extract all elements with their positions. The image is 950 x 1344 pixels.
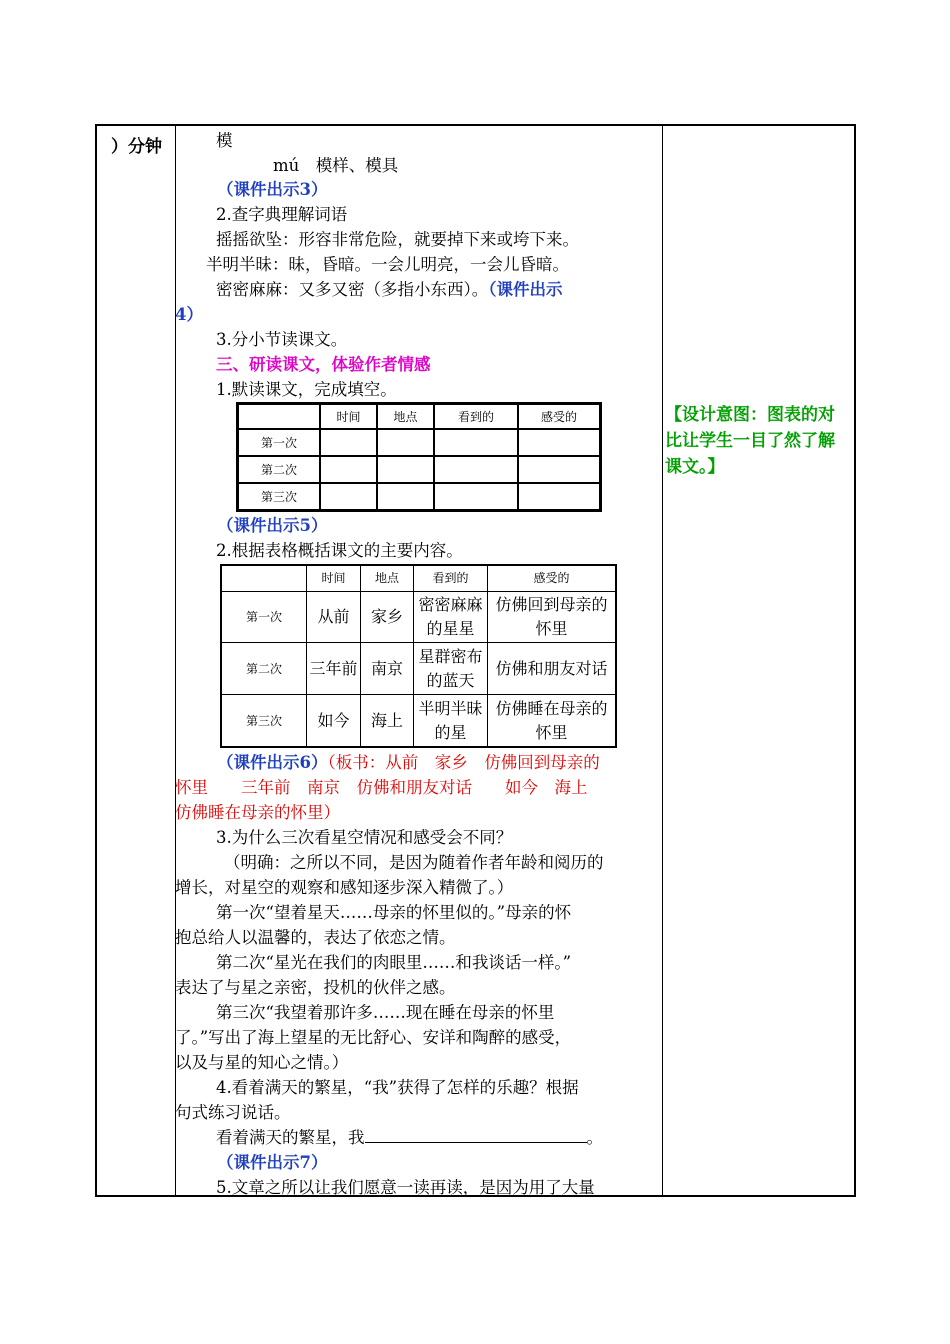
courseware-note: （课件出示3） xyxy=(217,180,328,199)
text-line: 句式练习说话。 xyxy=(175,1103,291,1122)
table-header: 感受的 xyxy=(518,404,600,429)
text-line: 3.为什么三次看星空情况和感受会不同？ xyxy=(216,828,513,847)
row-label: 第二次 xyxy=(221,643,307,695)
lesson-table xyxy=(95,124,856,1197)
place-value: 南京 xyxy=(361,643,414,695)
courseware-note: （课件出示 xyxy=(488,280,563,299)
table-header xyxy=(221,565,307,591)
felt-value: 仿佛睡在母亲的怀里 xyxy=(488,695,617,747)
text-line: 1.默读课文，完成填空。 xyxy=(216,380,397,399)
seen-value: 星群密布的蓝天 xyxy=(414,643,488,695)
blank-cell[interactable] xyxy=(434,429,518,456)
blank-cell[interactable] xyxy=(518,483,600,510)
text-segment: 。 xyxy=(586,1128,603,1147)
blackboard-note: （板书：从前 家乡 仿佛回到母亲的 xyxy=(327,753,600,772)
table-header: 地点 xyxy=(377,404,434,429)
blank-cell[interactable] xyxy=(377,483,434,510)
row-label: 第一次 xyxy=(221,591,307,643)
felt-value: 仿佛和朋友对话 xyxy=(488,643,617,695)
place-value: 家乡 xyxy=(361,591,414,643)
text-line: 第三次“我望着那许多……现在睡在母亲的怀里 xyxy=(216,1003,555,1022)
blank-cell[interactable] xyxy=(518,429,600,456)
text-line: 2.查字典理解词语 xyxy=(216,205,348,224)
blank-cell[interactable] xyxy=(377,429,434,456)
text-line: 增长，对星空的观察和感知逐步深入精微了。） xyxy=(175,878,514,897)
table-header: 时间 xyxy=(320,404,377,429)
blank-cell[interactable] xyxy=(377,456,434,483)
lesson-content xyxy=(175,126,661,1195)
summary-table xyxy=(220,564,617,748)
text-line: 2.根据表格概括课文的主要内容。 xyxy=(216,541,463,560)
time-value: 从前 xyxy=(307,591,361,643)
table-header: 时间 xyxy=(307,565,361,591)
courseware-note: （课件出示7） xyxy=(217,1153,328,1172)
time-cell: ）分钟 xyxy=(111,137,162,157)
time-value: 三年前 xyxy=(307,643,361,695)
text-segment: 密密麻麻：又多又密（多指小东西）。 xyxy=(216,280,489,299)
section-heading: 三、研读课文，体验作者情感 xyxy=(216,355,431,374)
text-line: 4.看着满天的繁星，“我”获得了怎样的乐趣？根据 xyxy=(216,1078,579,1097)
blackboard-note: 仿佛睡在母亲的怀里） xyxy=(175,803,340,822)
seen-value: 密密麻麻的星星 xyxy=(414,591,488,643)
text-line: 5.文章之所以让我们愿意一读再读，是因为用了大量 xyxy=(216,1178,595,1197)
blank-cell[interactable] xyxy=(320,456,377,483)
seen-value: 半明半昧的星 xyxy=(414,695,488,747)
text-line: 摇摇欲坠：形容非常危险，就要掉下来或垮下来。 xyxy=(216,230,579,249)
column-divider xyxy=(662,126,663,1195)
table-header: 看到的 xyxy=(414,565,488,591)
blank-table xyxy=(236,402,602,512)
text-line: 第一次“望着星天……母亲的怀里似的。”母亲的怀 xyxy=(216,903,572,922)
design-intent-note: 【设计意图：图表的对比让学生一目了然了解课文。】 xyxy=(665,405,835,477)
table-header xyxy=(238,404,320,429)
text-line: 以及与星的知心之情。） xyxy=(175,1053,349,1072)
text-line: 了。”写出了海上望星的无比舒心、安详和陶醉的感受， xyxy=(175,1028,572,1047)
text-line xyxy=(217,752,600,774)
row-label: 第三次 xyxy=(238,483,320,510)
felt-value: 仿佛回到母亲的怀里 xyxy=(488,591,617,643)
courseware-note: （课件出示6） xyxy=(217,753,328,772)
text-line: （明确：之所以不同，是因为随着作者年龄和阅历的 xyxy=(224,853,604,872)
row-label: 第二次 xyxy=(238,456,320,483)
text-line xyxy=(216,279,563,301)
blank-cell[interactable] xyxy=(434,483,518,510)
blank-cell[interactable] xyxy=(320,483,377,510)
place-value: 海上 xyxy=(361,695,414,747)
text-line: 表达了与星之亲密，投机的伙伴之感。 xyxy=(175,978,456,997)
text-line: 模 xyxy=(216,131,233,150)
text-segment: 看着满天的繁星，我 xyxy=(216,1128,365,1147)
text-line: 抱总给人以温馨的，表达了依恋之情。 xyxy=(175,928,456,947)
fill-in-blank[interactable] xyxy=(365,1128,587,1143)
text-line xyxy=(216,1127,603,1149)
table-header: 感受的 xyxy=(488,565,617,591)
time-value: 如今 xyxy=(307,695,361,747)
blank-cell[interactable] xyxy=(518,456,600,483)
row-label: 第一次 xyxy=(238,429,320,456)
table-header: 地点 xyxy=(361,565,414,591)
blank-cell[interactable] xyxy=(434,456,518,483)
text-line: 3.分小节读课文。 xyxy=(216,330,348,349)
courseware-note: （课件出示5） xyxy=(217,516,328,535)
blank-cell[interactable] xyxy=(320,429,377,456)
text-line: 半明半昧：昧，昏暗。一会儿明亮，一会儿昏暗。 xyxy=(206,255,569,274)
text-line: mú 模样、模具 xyxy=(273,156,399,175)
courseware-note: 4） xyxy=(175,305,203,324)
row-label: 第三次 xyxy=(221,695,307,747)
text-line: 第二次“星光在我们的肉眼里……和我谈话一样。” xyxy=(216,953,572,972)
table-header: 看到的 xyxy=(434,404,518,429)
blackboard-note: 怀里 三年前 南京 仿佛和朋友对话 如今 海上 xyxy=(175,778,588,797)
